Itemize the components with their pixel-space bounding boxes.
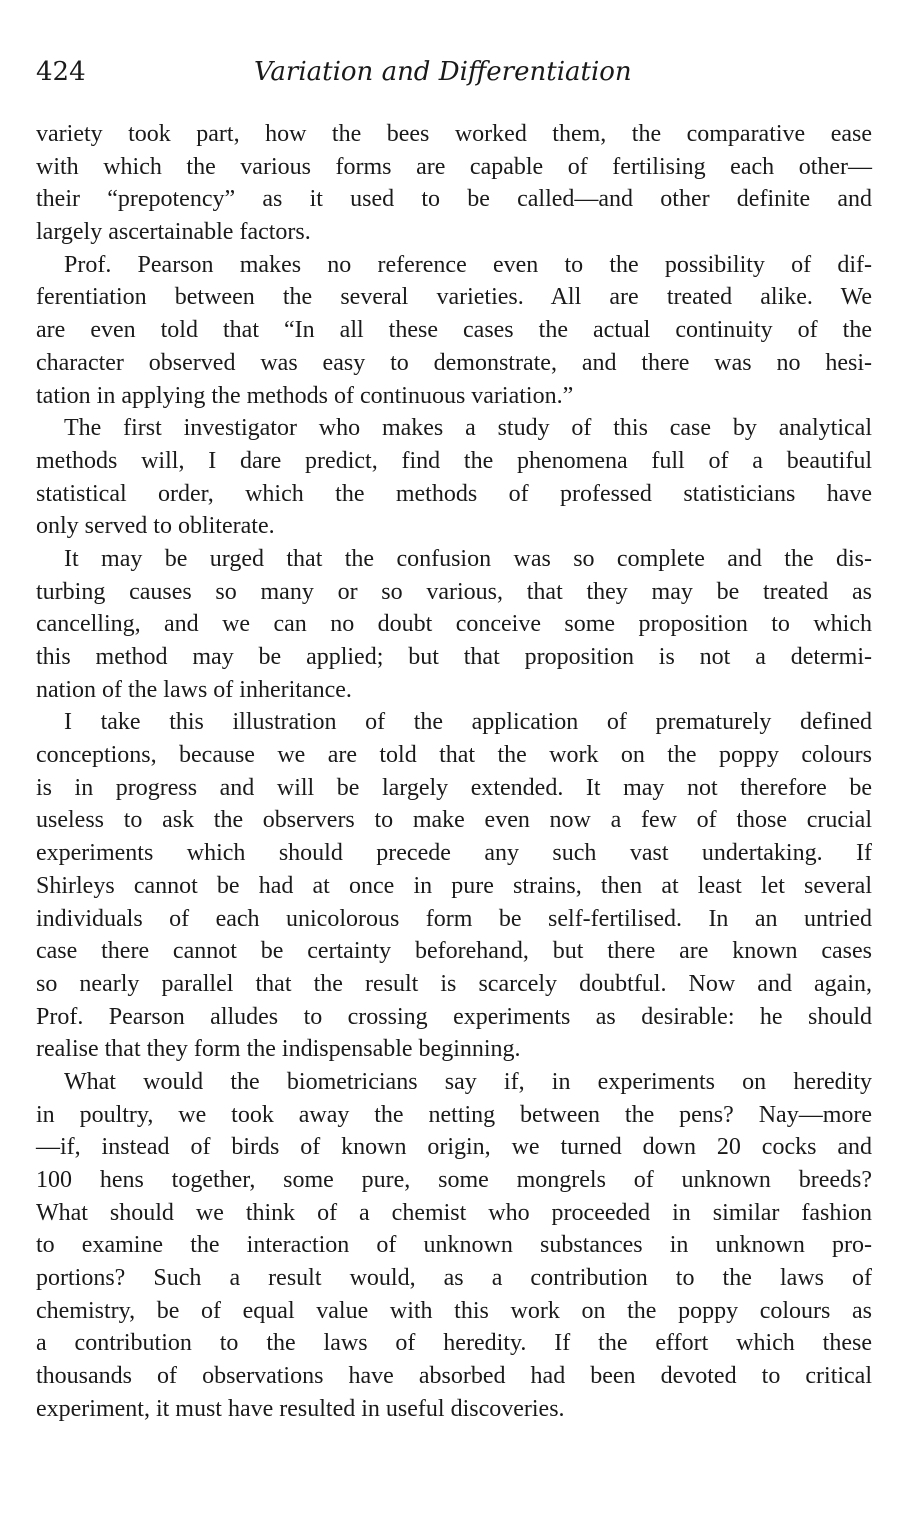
running-head bbox=[36, 52, 872, 98]
text-line: realise that they form the indispensable beginning. bbox=[36, 1036, 521, 1063]
running-title: Variation and Differentiation bbox=[254, 57, 632, 87]
text-line: portions? Such a result would, as a contribution to the laws of bbox=[36, 1265, 872, 1292]
paragraph-2 bbox=[36, 249, 872, 412]
text-line: experiment, it must have resulted in useful discoveries. bbox=[36, 1395, 565, 1422]
text-line: this method may be applied; but that proposition is not a determi- bbox=[36, 644, 872, 670]
text-line: What should we think of a chemist who proceeded in similar fashion bbox=[36, 1199, 872, 1226]
text-line: —if, instead of birds of known origin, we turned down 20 cocks and bbox=[36, 1134, 872, 1161]
text-line: nation of the laws of inheritance. bbox=[36, 676, 352, 703]
text-line: conceptions, because we are told that the work on the poppy colours bbox=[36, 742, 872, 769]
text-line: a contribution to the laws of heredity. If the effort which these bbox=[36, 1330, 872, 1357]
text-line: largely ascertainable factors. bbox=[36, 219, 311, 246]
text-line: I take this illustration of the application of prematurely defined bbox=[64, 709, 872, 736]
text-line: variety took part, how the bees worked them, the comparative ease bbox=[36, 121, 872, 147]
text-line: Prof. Pearson alludes to crossing experiments as desirable: he should bbox=[36, 1003, 872, 1030]
body-text bbox=[36, 118, 872, 1426]
text-line: ferentiation between the several varieties. All are treated alike. We bbox=[36, 284, 872, 311]
text-line: What would the biometricians say if, in experiments on heredity bbox=[64, 1068, 872, 1095]
text-line: in poultry, we took away the netting between the pens? Nay—more bbox=[36, 1101, 872, 1128]
text-line: to examine the interaction of unknown substances in unknown pro- bbox=[36, 1232, 872, 1259]
text-line: only served to obliterate. bbox=[36, 513, 275, 540]
text-line: cancelling, and we can no doubt conceive some proposition to which bbox=[36, 611, 872, 638]
book-page bbox=[36, 52, 872, 1426]
text-line: 100 hens together, some pure, some mongrels of unknown breeds? bbox=[36, 1167, 872, 1193]
paragraph-5 bbox=[36, 706, 872, 1066]
text-line: useless to ask the observers to make even now a few of those crucial bbox=[36, 807, 872, 834]
text-line: case there cannot be certainty beforehand, but there are known cases bbox=[36, 938, 872, 965]
text-line: It may be urged that the confusion was so complete and the dis- bbox=[64, 545, 872, 572]
text-line: turbing causes so many or so various, that they may be treated as bbox=[36, 578, 872, 605]
paragraph-4 bbox=[36, 543, 872, 706]
text-line: character observed was easy to demonstrate, and there was no hesi- bbox=[36, 349, 872, 376]
text-line: with which the various forms are capable of fertilising each other— bbox=[36, 153, 872, 180]
paragraph-3 bbox=[36, 412, 872, 543]
text-line: experiments which should precede any such vast undertaking. If bbox=[36, 840, 872, 867]
page-number: 424 bbox=[36, 57, 86, 87]
text-line: is in progress and will be largely extended. It may not therefore be bbox=[36, 774, 872, 801]
text-line: Prof. Pearson makes no reference even to the possibility of dif- bbox=[64, 251, 872, 278]
text-line: thousands of observations have absorbed had been devoted to critical bbox=[36, 1363, 872, 1390]
text-line: their “prepotency” as it used to be called—and other definite and bbox=[36, 186, 872, 213]
text-line: The first investigator who makes a study of this case by analytical bbox=[64, 415, 872, 442]
text-line: individuals of each unicolorous form be self-fertilised. In an untried bbox=[36, 905, 872, 932]
paragraph-1 bbox=[36, 118, 872, 249]
text-line: tation in applying the methods of continuous variation.” bbox=[36, 382, 574, 409]
text-line: statistical order, which the methods of professed statisticians have bbox=[36, 480, 872, 507]
text-line: so nearly parallel that the result is scarcely doubtful. Now and again, bbox=[36, 970, 872, 997]
text-line: are even told that “In all these cases the actual continuity of the bbox=[36, 317, 872, 344]
text-line: chemistry, be of equal value with this work on the poppy colours as bbox=[36, 1297, 872, 1324]
paragraph-6 bbox=[36, 1066, 872, 1426]
text-line: Shirleys cannot be had at once in pure strains, then at least let several bbox=[36, 872, 872, 899]
text-line: methods will, I dare predict, find the phenomena full of a beautiful bbox=[36, 447, 872, 474]
